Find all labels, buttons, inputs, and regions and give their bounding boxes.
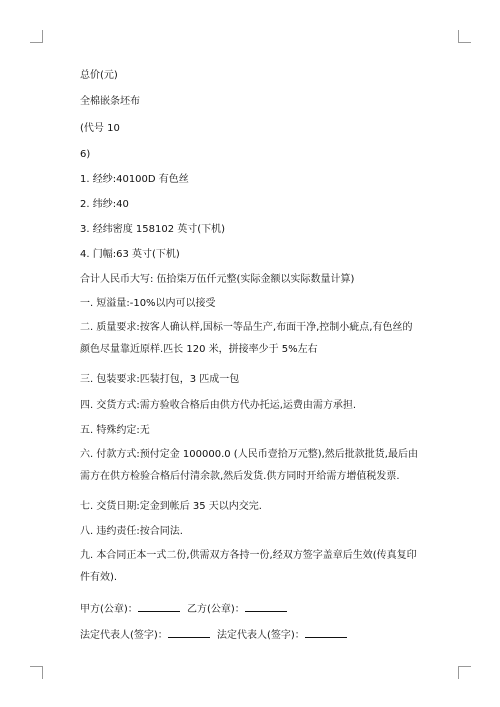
- clause-7: 七. 交货日期:定金到帐后 35 天以内交完.: [80, 501, 262, 512]
- line-density: 3. 经纬密度 158102 英寸(下机): [80, 224, 226, 235]
- clause-9: 九. 本合同正本一式二份,供需双方各持一份,经双方签字盖章后生效(传真复印件有效).: [80, 550, 417, 583]
- rep-a-sign-blank: [168, 627, 210, 638]
- line-weft: 2. 纬纱:40: [80, 199, 129, 210]
- clause-1: 一. 短溢量:-10%以内可以接受: [80, 298, 216, 309]
- line-width: 4. 门幅:63 英寸(下机): [80, 249, 180, 260]
- party-a-label: 甲方(公章)：: [80, 604, 138, 615]
- clause-4: 四. 交货方式:需方验收合格后由供方代办托运,运费由需方承担.: [80, 400, 357, 411]
- rep-b-label: 法定代表人(签字)：: [217, 630, 305, 641]
- line-code-a: (代号 10: [80, 123, 120, 134]
- clause-8: 八. 违约责任:按合同法.: [80, 526, 183, 537]
- party-b-seal-blank: [245, 601, 287, 612]
- line-warp: 1. 经纱:40100D 有色丝: [80, 174, 189, 185]
- line-total-rmb: 合计人民币大写: 伍拾柒万伍仟元整(实际金额以实际数量计算): [80, 274, 355, 285]
- clause-3: 三. 包装要求:匹装打包，3 匹成一包: [80, 374, 240, 385]
- clause-2: 二. 质量要求:按客人确认样,国标一等品生产,布面干净,控制小疵点,有色丝的颜色尽量靠近原样.匹长 120 米，拼接率少于 5%左右: [80, 322, 413, 355]
- party-b-label: 乙方(公章)：: [187, 604, 245, 615]
- rep-a-label: 法定代表人(签字)：: [80, 630, 168, 641]
- clause-6: 六. 付款方式:预付定金 100000.0 (人民币壹拾万元整),然后批款批货,最后由需方在供方检验合格后付清余款,然后发货.供方同时开给需方增值税发票.: [80, 449, 418, 482]
- line-total-price: 总价(元): [80, 70, 118, 81]
- crop-mark-top-right: [458, 30, 471, 43]
- clause-5: 五. 特殊约定:无: [80, 425, 150, 436]
- party-a-seal-blank: [138, 601, 180, 612]
- representative-signature-line: [80, 627, 347, 642]
- line-product: 全棉嵌条坯布: [80, 96, 140, 107]
- crop-mark-bottom-left: [30, 666, 43, 679]
- rep-b-sign-blank: [305, 627, 347, 638]
- crop-mark-bottom-right: [458, 666, 471, 679]
- line-code-b: 6): [80, 149, 91, 160]
- crop-mark-top-left: [30, 30, 43, 43]
- party-signature-line: [80, 601, 287, 616]
